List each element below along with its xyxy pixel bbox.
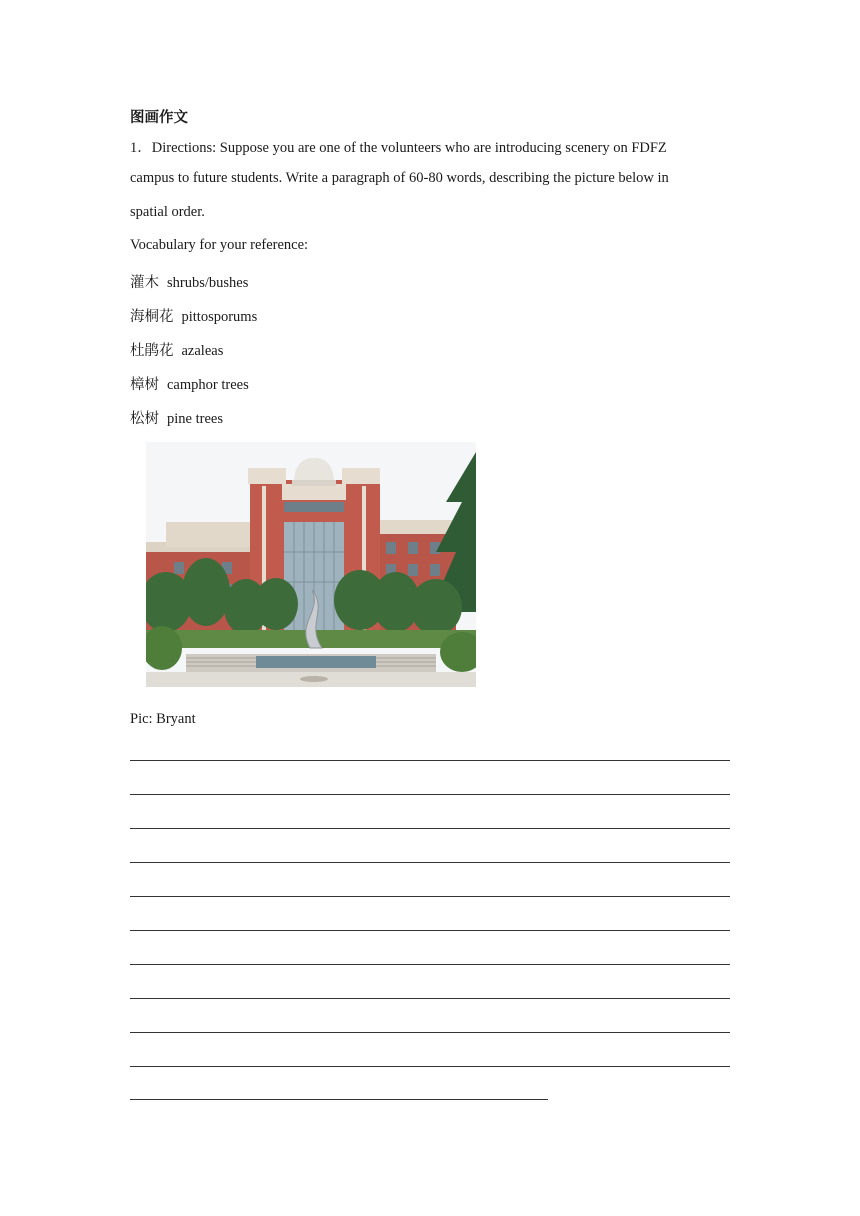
vocab-en: camphor trees xyxy=(167,377,249,393)
vocab-en: shrubs/bushes xyxy=(167,275,249,291)
directions-line-3: spatial order. xyxy=(130,204,205,220)
vocab-en: pine trees xyxy=(167,411,223,427)
answer-line[interactable] xyxy=(130,964,730,965)
answer-line[interactable] xyxy=(130,1032,730,1033)
vocab-item xyxy=(130,305,257,326)
answer-line[interactable] xyxy=(130,828,730,829)
vocabulary-heading: Vocabulary for your reference: xyxy=(130,237,309,253)
answer-line[interactable] xyxy=(130,930,730,931)
directions-line-1 xyxy=(130,136,667,157)
vocab-item xyxy=(130,407,223,428)
vocab-zh: 灌木 xyxy=(130,275,159,291)
vocab-en: pittosporums xyxy=(181,309,258,325)
vocab-item xyxy=(130,271,248,292)
section-title: 图画作文 xyxy=(130,110,188,126)
directions-line-2: campus to future students. Write a paragraph of 60-80 words, describing the picture below in xyxy=(130,170,669,186)
vocab-zh: 杜鹃花 xyxy=(130,343,174,359)
vocab-item xyxy=(130,339,223,360)
answer-line[interactable] xyxy=(130,896,730,897)
answer-line[interactable] xyxy=(130,1066,730,1067)
question-number: 1． xyxy=(130,140,152,156)
vocab-zh: 樟树 xyxy=(130,377,159,393)
campus-building-photo xyxy=(146,442,476,687)
picture-caption: Pic: Bryant xyxy=(130,711,196,727)
answer-line[interactable] xyxy=(130,760,730,761)
answer-line[interactable] xyxy=(130,998,730,999)
answer-line[interactable] xyxy=(130,794,730,795)
vocab-en: azaleas xyxy=(181,343,224,359)
vocab-zh: 海桐花 xyxy=(130,309,174,325)
answer-line[interactable] xyxy=(130,1099,548,1100)
answer-line[interactable] xyxy=(130,862,730,863)
directions-text-1: Directions: Suppose you are one of the volunteers who are introducing scenery on FDFZ xyxy=(151,140,667,156)
vocab-item xyxy=(130,373,249,394)
vocab-zh: 松树 xyxy=(130,411,159,427)
